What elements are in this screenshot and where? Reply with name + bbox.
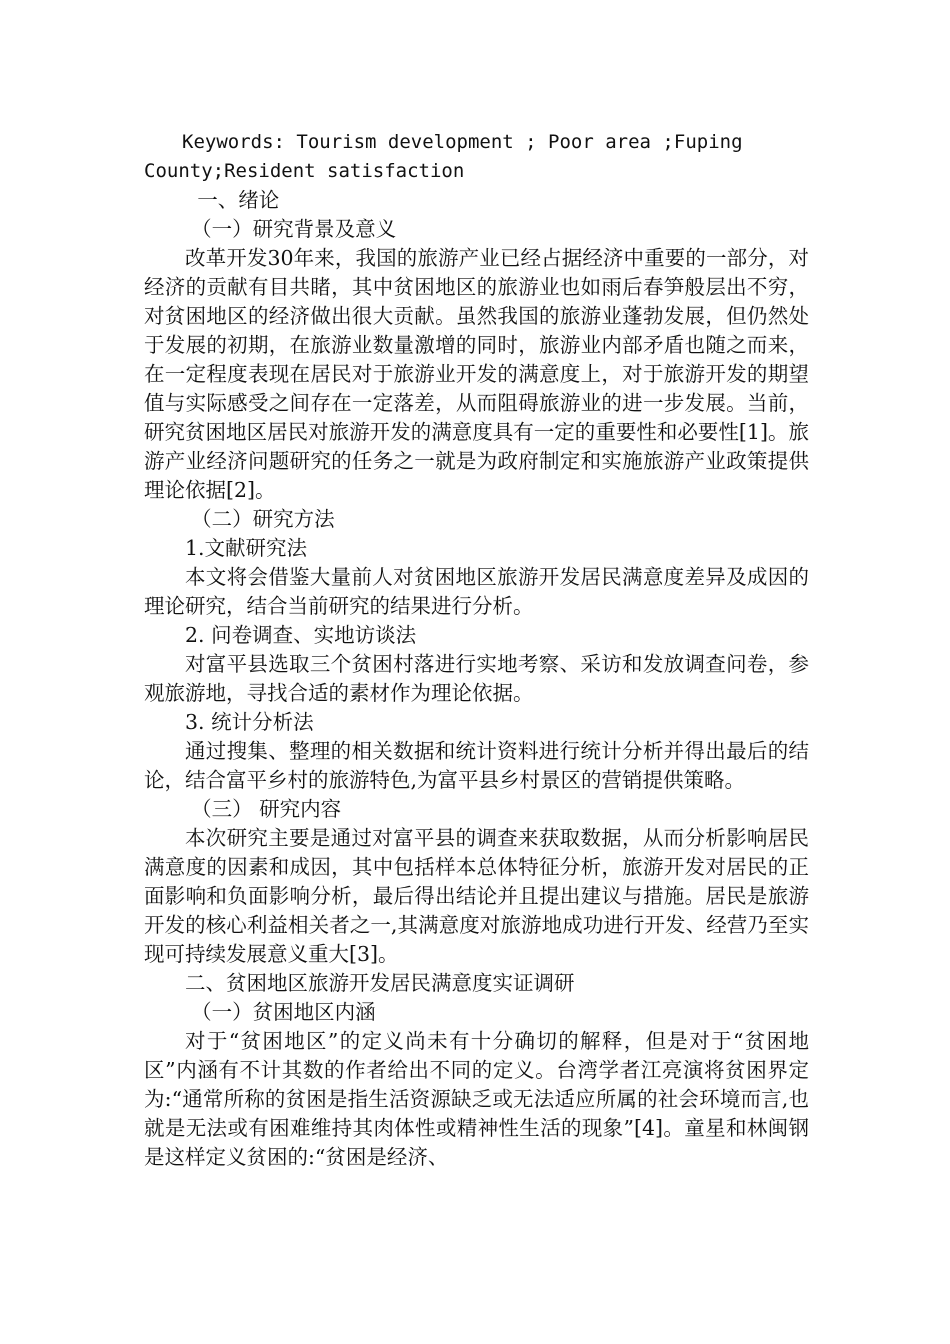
section-heading: 二、贫困地区旅游开发居民满意度实证调研	[185, 971, 575, 995]
keywords-line: Keywords: Tourism development ; Poor area ;Fuping County;Resident satisfaction	[144, 131, 743, 182]
body-paragraph: 对富平县选取三个贫困村落进行实地考察、采访和发放调查问卷，参观旅游地，寻找合适的素材作为理论依据。	[144, 652, 809, 705]
section-heading: 一、绪论	[197, 188, 280, 212]
document-page	[144, 128, 809, 1172]
body-paragraph: 改革开发30年来，我国的旅游产业已经占据经济中重要的一部分，对经济的贡献有目共睹，其中贫困地区的旅游业也如雨后春笋般层出不穷，对贫困地区的经济做出很大贡献。虽然我国的旅游业蓬勃发展，但仍然处于发展的初期，在旅游业数量激增的同时，旅游业内部矛盾也随之而来，在一定程度表现在居民对于旅游业开发的满意度上，对于旅游开发的期望值与实际感受之间存在一定落差，从而阻碍旅游业的进一步发展。当前，研究贫困地区居民对旅游开发的满意度具有一定的重要性和必要性[1]。旅游产业经济问题研究的任务之一就是为政府制定和实施旅游产业政策提供理论依据[2]。	[144, 246, 809, 502]
section-heading: （二）研究方法	[191, 507, 335, 531]
section-heading: 2. 问卷调查、实地访谈法	[185, 623, 417, 647]
body-paragraph: 对于“贫困地区”的定义尚未有十分确切的解释，但是对于“贫困地区”内涵有不计其数的作者给出不同的定义。台湾学者江亮演将贫困界定为:“通常所称的贫困是指生活资源缺乏或无法适应所属的社会环境而言,也就是无法或有困难维持其肉体性或精神性生活的现象”[4]。童星和林闽钢是这样定义贫困的:“贫困是经济、	[144, 1029, 809, 1169]
section-heading: 1.文献研究法	[185, 536, 308, 560]
section-heading: （一）研究背景及意义	[191, 217, 397, 241]
body-paragraph: 本文将会借鉴大量前人对贫困地区旅游开发居民满意度差异及成因的理论研究，结合当前研究的结果进行分析。	[144, 565, 809, 618]
body-paragraph: 通过搜集、整理的相关数据和统计资料进行统计分析并得出最后的结论，结合富平乡村的旅游特色,为富平县乡村景区的营销提供策略。	[144, 739, 809, 792]
section-heading: （一）贫困地区内涵	[191, 1000, 376, 1024]
body-paragraph: 本次研究主要是通过对富平县的调查来获取数据，从而分析影响居民满意度的因素和成因，其中包括样本总体特征分析，旅游开发对居民的正面影响和负面影响分析，最后得出结论并且提出建议与措施。居民是旅游开发的核心利益相关者之一,其满意度对旅游地成功进行开发、经营乃至实现可持续发展意义重大[3]。	[144, 826, 809, 966]
section-heading: （三） 研究内容	[191, 797, 342, 821]
document-body	[144, 186, 809, 1172]
section-heading: 3. 统计分析法	[185, 710, 314, 734]
